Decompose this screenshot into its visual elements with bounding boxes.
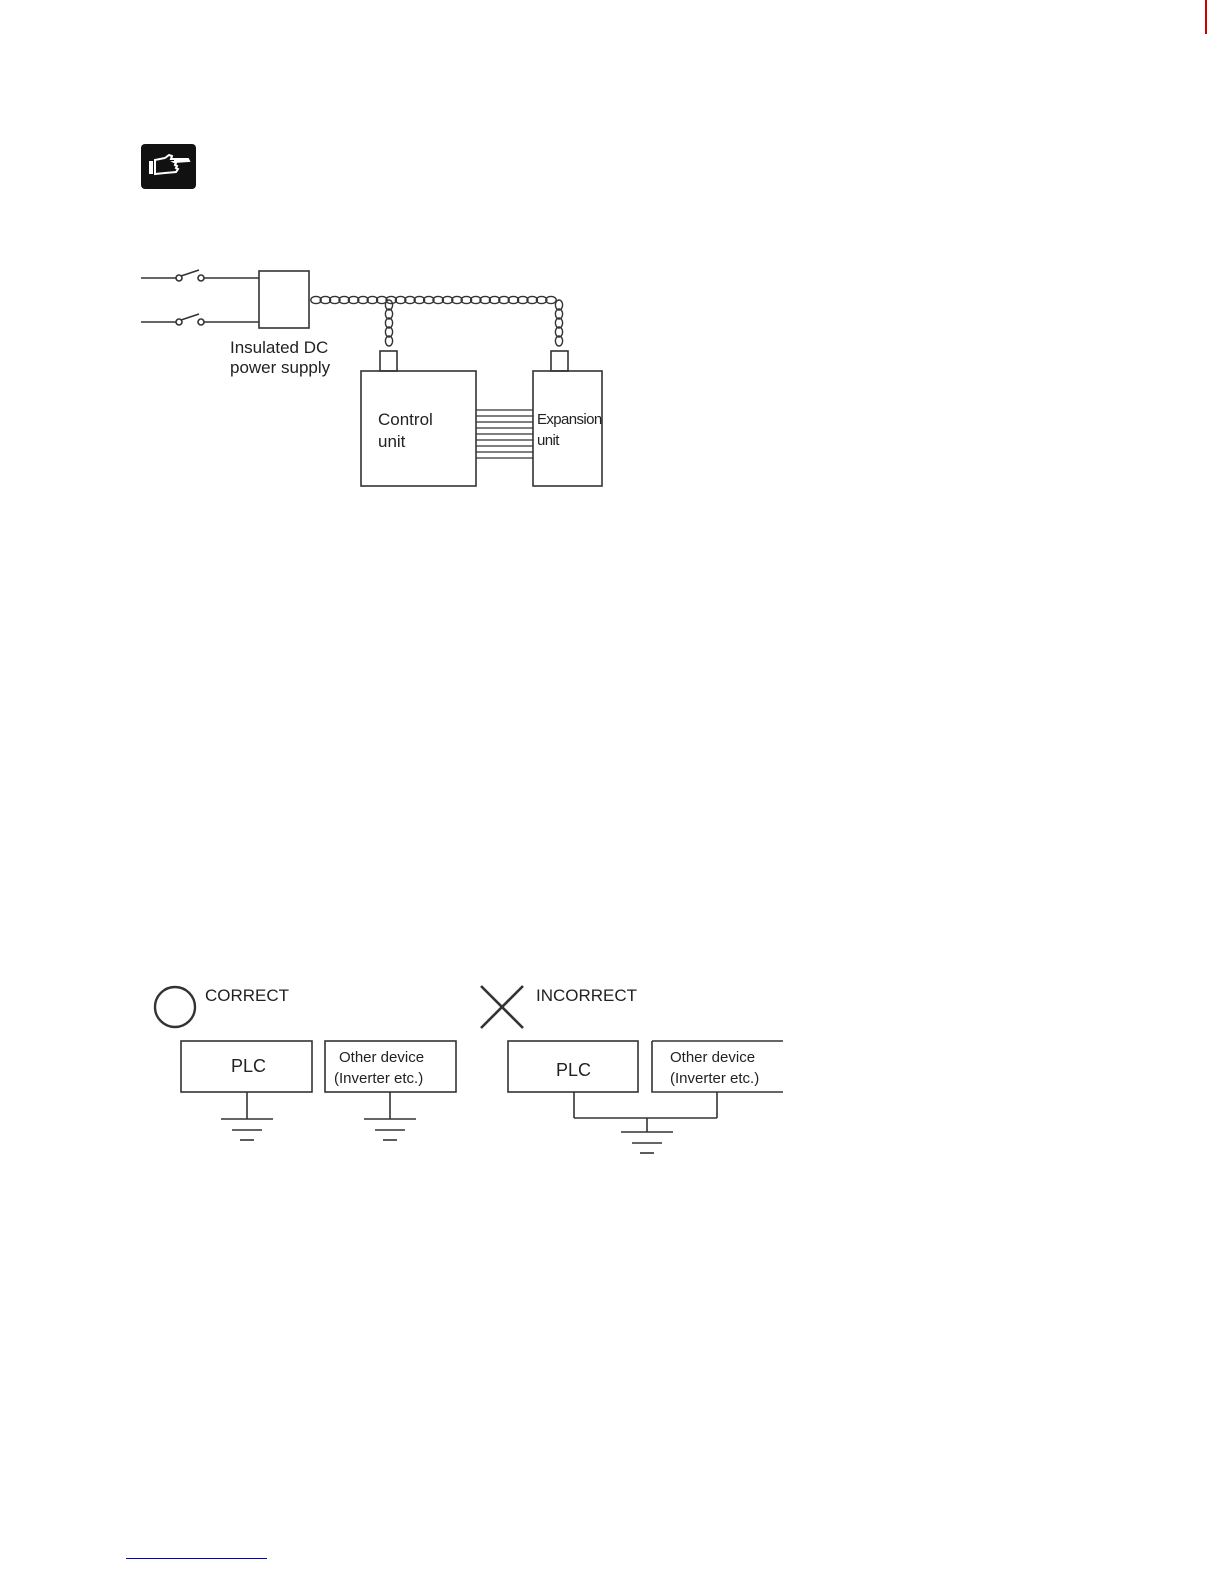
cross-icon [481,986,523,1028]
correct-label: CORRECT [205,986,290,1005]
incorrect-other-device-label-1: Other device [670,1049,756,1066]
power-supply-label-1: Insulated DC [230,338,329,357]
incorrect-label: INCORRECT [536,986,638,1005]
correct-plc-label: PLC [231,1056,267,1076]
expansion-unit-label-2: unit [537,432,559,449]
correct-other-device-label-2: (Inverter etc.) [334,1070,424,1087]
page-edge-mark [1205,0,1207,34]
control-unit-label-1: Control [378,410,433,429]
incorrect-plc-label: PLC [556,1060,592,1080]
expansion-unit-label-1: Expansion [537,411,602,428]
footer-rule [126,1558,267,1559]
control-unit-label-2: unit [378,432,406,451]
grounding-diagram [0,0,800,1180]
circle-icon [155,987,195,1027]
correct-other-device-label-1: Other device [339,1049,425,1066]
incorrect-other-device-label-2: (Inverter etc.) [670,1070,760,1087]
power-supply-label-2: power supply [230,358,331,377]
